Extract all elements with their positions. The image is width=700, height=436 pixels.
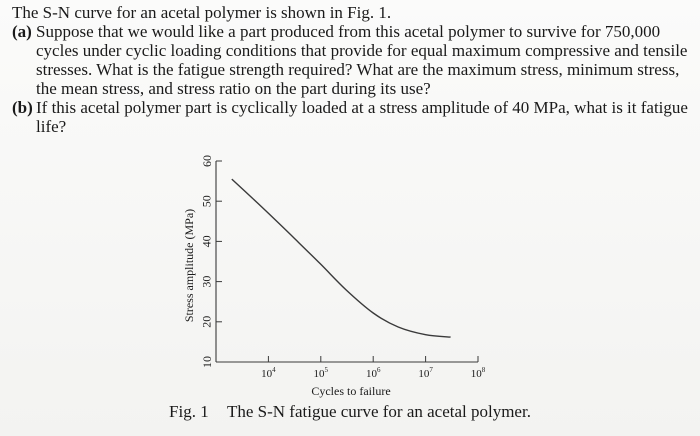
- part-b: [12, 98, 696, 136]
- figure-caption: [0, 401, 700, 423]
- y-tick-label: 40: [199, 235, 214, 248]
- y-axis-title: Stress amplitude (MPa): [181, 208, 196, 323]
- y-tick-label: 20: [199, 315, 214, 328]
- x-tick-label: $10^7$: [418, 366, 433, 380]
- y-tick-label: 60: [199, 155, 214, 167]
- x-tick-label: $10^5$: [313, 366, 329, 380]
- part-a-text: Suppose that we would like a part produced from this acetal polymer to survive for 750,000 cycles under cyclic loading conditions that provide for equal maximum compressive and tensile stresses. What is the fatigue strength required? What are the maximum stress, minimum stress, the mean stress, and stress ratio on the part during its use?: [36, 22, 688, 98]
- x-tick-label: $10^6$: [365, 366, 381, 380]
- x-tick-label: $10^8$: [470, 366, 486, 380]
- part-a-marker: (a): [12, 22, 32, 41]
- caption-label: Fig. 1: [169, 402, 209, 421]
- problem-intro: The S-N curve for an acetal polymer is shown in Fig. 1.: [12, 3, 392, 22]
- y-tick-label: 10: [199, 356, 214, 368]
- y-tick-label: 30: [199, 275, 214, 288]
- sn-figure: [168, 150, 528, 406]
- y-tick-label: 50: [199, 195, 214, 208]
- problem-statement: [12, 3, 696, 136]
- part-a: [12, 22, 696, 98]
- caption-text: The S-N fatigue curve for an acetal polymer.: [226, 402, 531, 421]
- part-b-text: If this acetal polymer part is cyclically loaded at a stress amplitude of 40 MPa, what is it fatigue life?: [36, 98, 688, 136]
- x-tick-label: $10^4$: [261, 366, 276, 380]
- part-b-marker: (b): [12, 98, 33, 117]
- sn-chart: [168, 150, 528, 406]
- sn-curve-series-0: [232, 179, 451, 337]
- x-axis-title: Cycles to failure: [311, 384, 391, 398]
